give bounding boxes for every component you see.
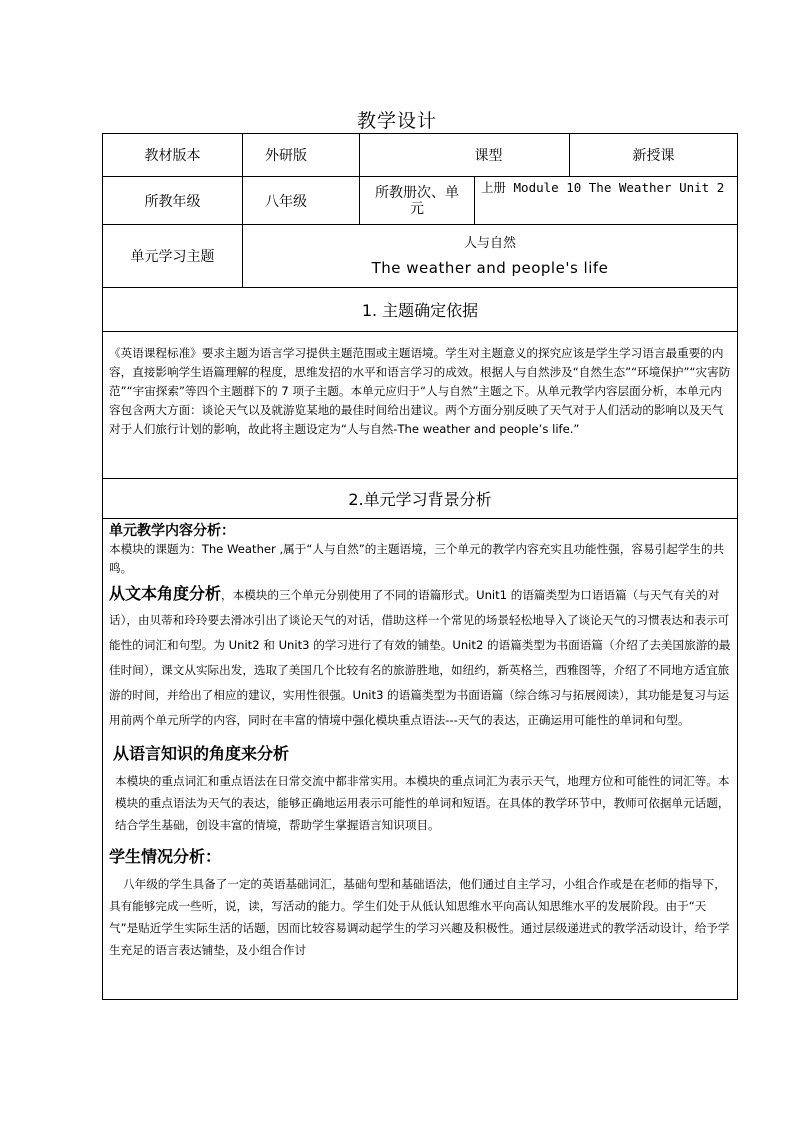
unit-value: 上册 Module 10 The Weather Unit 2 <box>475 177 738 225</box>
row-section1-body <box>103 332 738 479</box>
row-grade <box>103 177 738 225</box>
student-heading: 学生情况分析： <box>109 847 222 866</box>
section1-body: 《英语课程标准》要求主题为语言学习提供主题范围或主题语境。学生对主题意义的探究应该是学生学习语言最重要的内容，直接影响学生语篇理解的程度，思维发招的水平和语言学习的成效。根据人与自然涉及“自然生态”“环境保护”“灾害防范”“宇宙探索”等四个主题群下的 7 项子主题。本单元应归于“人与自然”主题之下。从单元教学内容层面分析，本单元内容包含两大方面：谈论天气以及就游览某地的最佳时间给出建议。两个方面分别反映了天气对于人们活动的影响以及天气对于人们旅行计划的影响，故此将主题设定为“人与自然-The weather and people’s life.” <box>103 332 738 479</box>
grade-value: 八年级 <box>243 177 360 225</box>
row-section2-title <box>103 479 738 519</box>
content-heading: 单元教学内容分析： <box>109 523 235 539</box>
theme-cell <box>243 225 738 288</box>
document-title: 教学设计 <box>356 110 437 132</box>
text-body: ，本模块的三个单元分别使用了不同的语篇形式。Unit1 的语篇类型为口语语篇（与天气有关的对话），由贝蒂和玲玲要去滑冰引出了谈论天气的对话，借助这样一个常见的场景轻松地导入了谈论天气的习惯表达和表示可能性的词汇和句型。为 Unit2 和 Unit3 的学习进行了有效的铺垫。Unit2 的语篇类型为书面语篇（介绍了去美国旅游的最佳时间），课文从实际出发，选取了美国几个比较有名的旅游胜地，如纽约，新英格兰，西雅图等，介绍了不同地方适宜旅游的时间，并给出了相应的建议，实用性很强。Unit3 的语篇类型为书面语篇（综合练习与拓展阅读），其功能是复习与运用前两个单元所学的内容，同时在丰富的情境中强化模块重点语法---天气的表达，正确运用可能性的单词和句型。 <box>109 588 731 727</box>
row-section1-title <box>103 288 738 332</box>
lang-heading: 从语言知识的角度来分析 <box>113 744 290 763</box>
theme-label: 单元学习主题 <box>103 225 243 288</box>
content-body: 本模块的课题为：The Weather ,属于“人与自然”的主题语境，三个单元的教学内容充实且功能性强，容易引起学生的共鸣。 <box>109 542 725 575</box>
student-body: 八年级的学生具备了一定的英语基础词汇，基础句型和基础语法，他们通过自主学习，小组合作或是在老师的指导下，具有能够完成一些听，说，读，写活动的能力。学生们处于从低认知思维水平向高认知思维水平的发展阶段。由于“天气”是贴近学生实际生活的话题，因而比较容易调动起学生的学习兴趣及积极性。通过层级递进式的教学活动设计，给予学生充足的语言表达铺垫，及小组合作讨 <box>109 877 730 957</box>
lesson-type-label: 课型 <box>475 134 570 177</box>
row-textbook <box>103 134 738 177</box>
lang-body: 本模块的重点词汇和重点语法在日常交流中都非常实用。本模块的重点词汇为表示天气，地理方位和可能性的词汇等。本模块的重点语法为天气的表达，能够正确地运用表示可能性的单词和短语。在具体的教学环节中，教师可依据单元话题，结合学生基础，创设丰富的情境，帮助学生掌握语言知识项目。 <box>115 774 730 832</box>
lesson-plan-table <box>102 133 738 1000</box>
row-section2-body <box>103 519 738 1000</box>
section2-body <box>103 519 738 1000</box>
textbook-label: 教材版本 <box>103 134 243 177</box>
section2-title: 2.单元学习背景分析 <box>103 479 738 519</box>
section1-title: 1. 主题确定依据 <box>103 288 738 332</box>
grade-label: 所教年级 <box>103 177 243 225</box>
theme-cn: 人与自然 <box>463 236 516 251</box>
lesson-type-value: 新授课 <box>570 134 738 177</box>
text-heading: 从文本角度分析 <box>109 584 222 603</box>
text-analysis-paragraph <box>109 581 733 733</box>
theme-en: The weather and people's life <box>371 259 609 277</box>
row-theme <box>103 225 738 288</box>
textbook-value: 外研版 <box>243 134 360 177</box>
unit-label: 所教册次、单元 <box>360 177 475 225</box>
